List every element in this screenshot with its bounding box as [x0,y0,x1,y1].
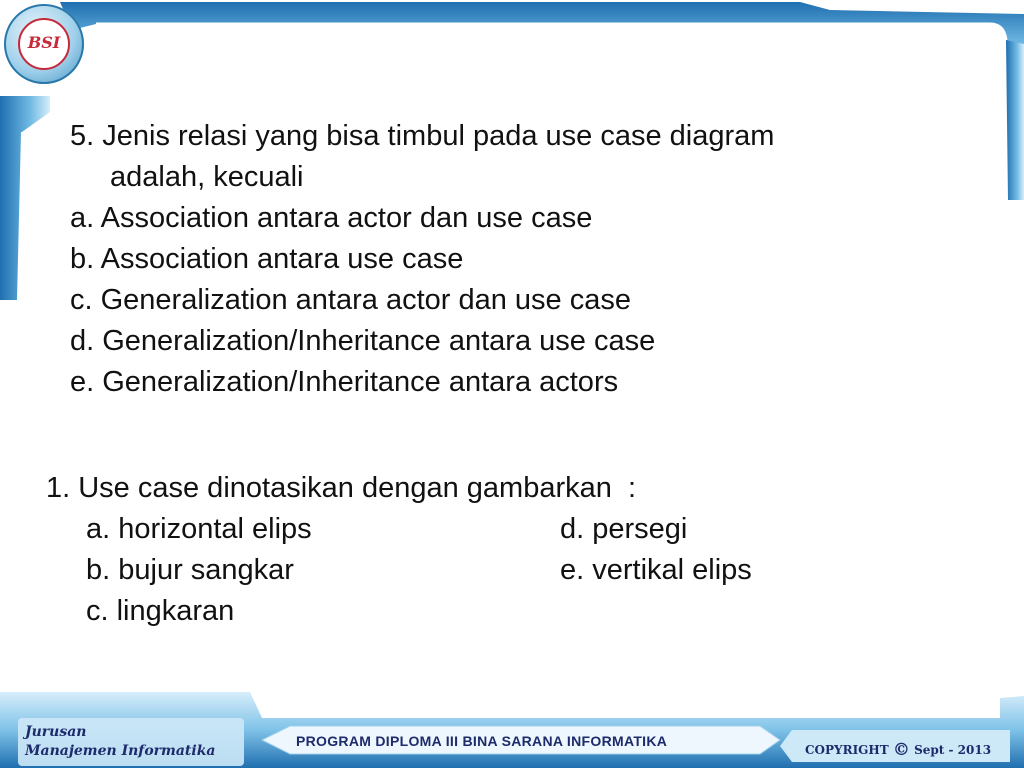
question-1-stem: 1. Use case dinotasikan dengan gambarkan : [46,472,637,504]
copyright-icon: © [892,740,910,760]
bsi-logo [4,4,84,84]
question-5-stem-line2: adalah, kecuali [110,161,304,193]
question-1-option-e: e. vertikal elips [560,554,752,586]
question-1-option-c: c. lingkaran [86,595,235,627]
footer-department [25,723,215,761]
question-1-option-a: a. horizontal elips [86,513,312,545]
right-frame-bar [1006,40,1024,200]
question-5-option-c: c. Generalization antara actor dan use case [70,284,631,316]
bsi-logo-text: BSI [27,33,61,52]
footer-copyright [805,739,991,759]
copyright-date: Sept - 2013 [914,743,992,757]
question-1-option-d: d. persegi [560,513,688,545]
question-5-option-a: a. Association antara actor dan use case [70,202,593,234]
left-frame-bar [0,96,50,300]
question-5-option-d: d. Generalization/Inheritance antara use case [70,325,656,357]
question-5-stem-line1: 5. Jenis relasi yang bisa timbul pada use case diagram [70,120,775,152]
question-5-option-e: e. Generalization/Inheritance antara actors [70,366,619,398]
footer-program: PROGRAM DIPLOMA III BINA SARANA INFORMATIKA [296,733,668,749]
top-frame-bar [60,2,1024,96]
question-1-option-b: b. bujur sangkar [86,554,294,586]
copyright-label: COPYRIGHT [805,743,889,757]
question-5-option-b: b. Association antara use case [70,243,464,275]
footer-department-line1: Jurusan [25,724,87,740]
footer-department-line2: Manajemen Informatika [25,743,216,759]
bsi-logo-emblem [18,18,70,70]
